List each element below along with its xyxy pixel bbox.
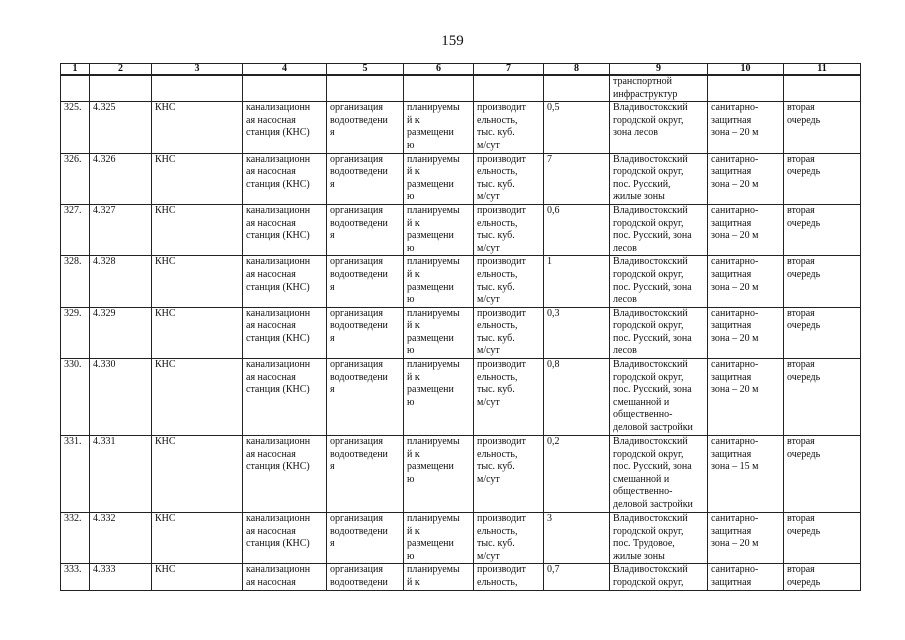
header-cell: 7: [474, 64, 544, 76]
zone-cell: санитарно- защитная зона – 20 м: [708, 204, 784, 255]
table-body: [61, 102, 861, 590]
table-cell: [61, 75, 90, 102]
status-cell: планируемы й к размещени ю: [404, 256, 474, 307]
location-cell: Владивостокский городской округ, пос. Русский, зона лесов: [610, 204, 708, 255]
location-cell: Владивостокский городской округ,: [610, 564, 708, 590]
table-row: [61, 564, 861, 590]
name-cell: канализационн ая насосная станция (КНС): [243, 153, 327, 204]
table-cell: [784, 75, 861, 102]
page-number: 159: [441, 33, 464, 49]
table-cell: [404, 75, 474, 102]
code-cell: 4.325: [90, 102, 152, 153]
name-cell: канализационн ая насосная станция (КНС): [243, 513, 327, 564]
table-row: [61, 436, 861, 513]
status-cell: планируемы й к размещени ю: [404, 359, 474, 436]
code-cell: 4.333: [90, 564, 152, 590]
table-cell: [544, 75, 610, 102]
table-row: [61, 102, 861, 153]
location-cell: Владивостокский городской округ, пос. Русский, жилые зоны: [610, 153, 708, 204]
table-cell: [474, 75, 544, 102]
purpose-cell: организация водоотведени я: [327, 102, 404, 153]
parameter-cell: производит ельность, тыс. куб. м/сут: [474, 204, 544, 255]
table-row: [61, 307, 861, 358]
header-cell: 9: [610, 64, 708, 76]
value-cell: 0,7: [544, 564, 610, 590]
code-cell: 4.326: [90, 153, 152, 204]
header-row: [61, 64, 861, 76]
table-cell: [243, 75, 327, 102]
purpose-cell: организация водоотведени я: [327, 204, 404, 255]
type-cell: КНС: [152, 513, 243, 564]
purpose-cell: организация водоотведени я: [327, 307, 404, 358]
parameter-cell: производит ельность, тыс. куб. м/сут: [474, 436, 544, 513]
name-cell: канализационн ая насосная станция (КНС): [243, 256, 327, 307]
zone-cell: санитарно- защитная зона – 15 м: [708, 436, 784, 513]
type-cell: КНС: [152, 436, 243, 513]
zone-cell: санитарно- защитная зона – 20 м: [708, 256, 784, 307]
code-cell: 4.327: [90, 204, 152, 255]
code-cell: 4.328: [90, 256, 152, 307]
zone-cell: санитарно- защитная зона – 20 м: [708, 513, 784, 564]
parameter-cell: производит ельность, тыс. куб. м/сут: [474, 359, 544, 436]
name-cell: канализационн ая насосная станция (КНС): [243, 307, 327, 358]
type-cell: КНС: [152, 564, 243, 590]
parameter-cell: производит ельность, тыс. куб. м/сут: [474, 102, 544, 153]
parameter-cell: производит ельность,: [474, 564, 544, 590]
table-cell: [152, 75, 243, 102]
header-cell: 4: [243, 64, 327, 76]
status-cell: планируемы й к: [404, 564, 474, 590]
purpose-cell: организация водоотведени я: [327, 256, 404, 307]
name-cell: канализационн ая насосная станция (КНС): [243, 102, 327, 153]
table-cell: транспортной инфраструктур: [610, 75, 708, 102]
value-cell: 0,8: [544, 359, 610, 436]
stage-cell: вторая очередь: [784, 564, 861, 590]
location-cell: Владивостокский городской округ, зона лесов: [610, 102, 708, 153]
location-cell: Владивостокский городской округ, пос. Русский, зона смешанной и общественно- деловой застройки: [610, 359, 708, 436]
stage-cell: вторая очередь: [784, 307, 861, 358]
purpose-cell: организация водоотведени я: [327, 359, 404, 436]
row-number-cell: 329.: [61, 307, 90, 358]
type-cell: КНС: [152, 256, 243, 307]
header-cell: 2: [90, 64, 152, 76]
header-cell: 5: [327, 64, 404, 76]
row-number-cell: 328.: [61, 256, 90, 307]
location-cell: Владивостокский городской округ, пос. Русский, зона смешанной и общественно- деловой застройки: [610, 436, 708, 513]
type-cell: КНС: [152, 307, 243, 358]
facilities-table: [60, 63, 861, 591]
value-cell: 7: [544, 153, 610, 204]
header-cell: 8: [544, 64, 610, 76]
type-cell: КНС: [152, 153, 243, 204]
parameter-cell: производит ельность, тыс. куб. м/сут: [474, 256, 544, 307]
row-number-cell: 331.: [61, 436, 90, 513]
table-cell: [327, 75, 404, 102]
value-cell: 0,6: [544, 204, 610, 255]
table-row: [61, 513, 861, 564]
row-number-cell: 326.: [61, 153, 90, 204]
code-cell: 4.329: [90, 307, 152, 358]
stage-cell: вторая очередь: [784, 153, 861, 204]
header-cell: 1: [61, 64, 90, 76]
header-cell: 11: [784, 64, 861, 76]
table-row: [61, 359, 861, 436]
stage-cell: вторая очередь: [784, 204, 861, 255]
code-cell: 4.330: [90, 359, 152, 436]
continuation-row: [61, 75, 861, 102]
stage-cell: вторая очередь: [784, 513, 861, 564]
value-cell: 0,3: [544, 307, 610, 358]
status-cell: планируемы й к размещени ю: [404, 102, 474, 153]
value-cell: 1: [544, 256, 610, 307]
row-number-cell: 330.: [61, 359, 90, 436]
zone-cell: санитарно- защитная зона – 20 м: [708, 102, 784, 153]
row-number-cell: 333.: [61, 564, 90, 590]
zone-cell: санитарно- защитная: [708, 564, 784, 590]
parameter-cell: производит ельность, тыс. куб. м/сут: [474, 153, 544, 204]
parameter-cell: производит ельность, тыс. куб. м/сут: [474, 513, 544, 564]
zone-cell: санитарно- защитная зона – 20 м: [708, 307, 784, 358]
table-row: [61, 153, 861, 204]
name-cell: канализационн ая насосная: [243, 564, 327, 590]
table-row: [61, 204, 861, 255]
type-cell: КНС: [152, 204, 243, 255]
type-cell: КНС: [152, 102, 243, 153]
status-cell: планируемы й к размещени ю: [404, 204, 474, 255]
name-cell: канализационн ая насосная станция (КНС): [243, 436, 327, 513]
code-cell: 4.332: [90, 513, 152, 564]
header-cell: 6: [404, 64, 474, 76]
zone-cell: санитарно- защитная зона – 20 м: [708, 359, 784, 436]
location-cell: Владивостокский городской округ, пос. Трудовое, жилые зоны: [610, 513, 708, 564]
purpose-cell: организация водоотведени я: [327, 513, 404, 564]
name-cell: канализационн ая насосная станция (КНС): [243, 204, 327, 255]
header-cell: 10: [708, 64, 784, 76]
code-cell: 4.331: [90, 436, 152, 513]
stage-cell: вторая очередь: [784, 102, 861, 153]
location-cell: Владивостокский городской округ, пос. Русский, зона лесов: [610, 307, 708, 358]
header-cell: 3: [152, 64, 243, 76]
table-row: [61, 256, 861, 307]
row-number-cell: 332.: [61, 513, 90, 564]
purpose-cell: организация водоотведени я: [327, 436, 404, 513]
status-cell: планируемы й к размещени ю: [404, 513, 474, 564]
table-cell: [90, 75, 152, 102]
status-cell: планируемы й к размещени ю: [404, 436, 474, 513]
table-cell: [708, 75, 784, 102]
purpose-cell: организация водоотведени: [327, 564, 404, 590]
purpose-cell: организация водоотведени я: [327, 153, 404, 204]
location-cell: Владивостокский городской округ, пос. Русский, зона лесов: [610, 256, 708, 307]
status-cell: планируемы й к размещени ю: [404, 153, 474, 204]
stage-cell: вторая очередь: [784, 436, 861, 513]
parameter-cell: производит ельность, тыс. куб. м/сут: [474, 307, 544, 358]
row-number-cell: 325.: [61, 102, 90, 153]
value-cell: 0,2: [544, 436, 610, 513]
stage-cell: вторая очередь: [784, 256, 861, 307]
stage-cell: вторая очередь: [784, 359, 861, 436]
status-cell: планируемы й к размещени ю: [404, 307, 474, 358]
name-cell: канализационн ая насосная станция (КНС): [243, 359, 327, 436]
row-number-cell: 327.: [61, 204, 90, 255]
type-cell: КНС: [152, 359, 243, 436]
zone-cell: санитарно- защитная зона – 20 м: [708, 153, 784, 204]
value-cell: 3: [544, 513, 610, 564]
value-cell: 0,5: [544, 102, 610, 153]
